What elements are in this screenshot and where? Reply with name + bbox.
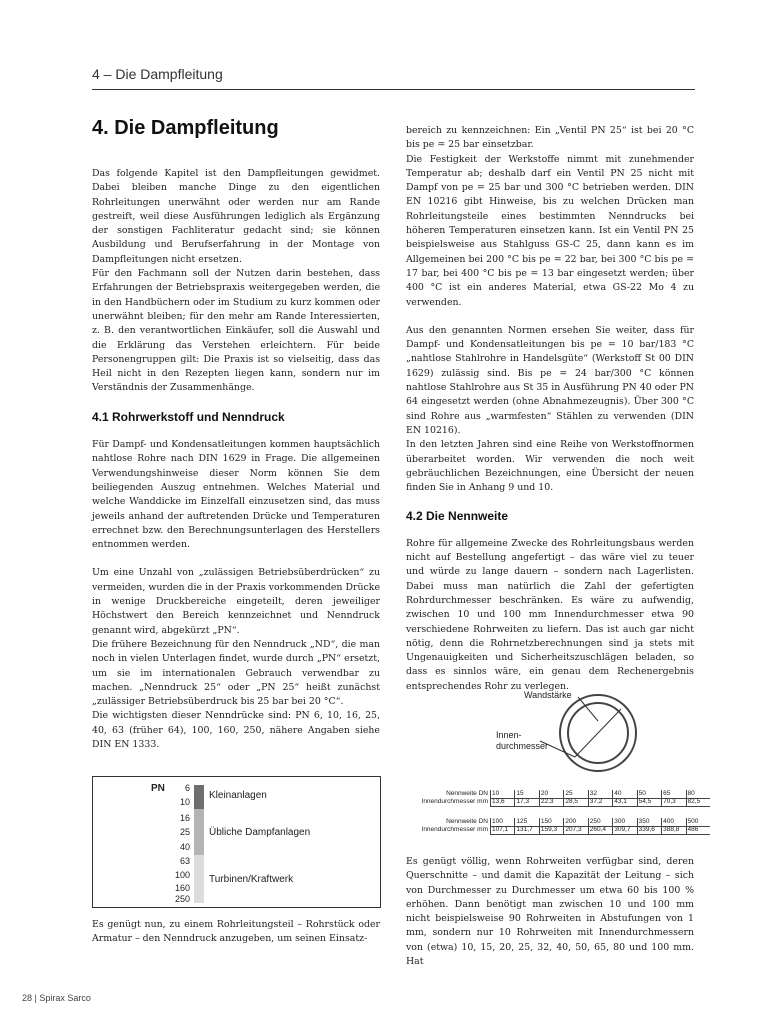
pn-value: 100 <box>174 870 190 880</box>
dn-table-1 <box>400 790 710 810</box>
pn-label: PN <box>151 783 165 794</box>
table-cell: 43,1 <box>612 798 636 806</box>
table-cell: 260,4 <box>588 826 612 834</box>
wall-label: Wandstärke <box>524 690 572 700</box>
left-after-box <box>92 918 380 947</box>
paragraph-4-1-d: Die wichtigsten dieser Nenndrücke sind: PN 6, 10, 16, 25, 40, 63 (früher 64), 100, 160, 250, nähere Angaben siehe DIN EN 1333. <box>92 710 380 750</box>
table-cell: 150 <box>539 818 563 826</box>
pn-value: 25 <box>179 827 190 837</box>
paragraph-4-1-a: Für Dampf- und Kondensatleitungen kommen hauptsächlich nahtlose Rohre nach DIN 1629 in Frage. Die allgemeinen Verwendungshinweise dieser Norm können Sie dem beiliegenden Auszug entnehmen. Welches Material und welche Wanddicke im Einzelfall einzusetzen sind, das muss jeweils anhand der auftretenden Drücke und Temperaturen errechnet bzw. den Berechnungsunterlagen des Herstellers entnommen werden. <box>92 439 380 551</box>
table-cell: 486 <box>686 826 710 834</box>
right-column <box>406 124 694 694</box>
table-cell: 131,7 <box>514 826 538 834</box>
pn-value: 40 <box>179 842 190 852</box>
table-cell: 500 <box>686 818 710 826</box>
table-cell: 50 <box>637 790 661 798</box>
paragraph-after-box: Es genügt nun, zu einem Rohrleitungsteil – Rohrstück oder Armatur – den Nenndruck anzugeben, um seinen Einsatz- <box>92 919 380 945</box>
table-cell: 125 <box>514 818 538 826</box>
pn-value: 250 <box>174 894 190 904</box>
table-cell: 82,5 <box>686 798 710 806</box>
dn-row-label: Nennweite DN <box>446 818 488 825</box>
table-cell: 13,6 <box>490 798 514 806</box>
table-cell: 28,5 <box>563 798 587 806</box>
table-cell: 15 <box>514 790 538 798</box>
table-cell: 54,5 <box>637 798 661 806</box>
table-cell: 100 <box>490 818 514 826</box>
table-cell: 40 <box>612 790 636 798</box>
pn-category-small: Kleinanlagen <box>209 790 267 801</box>
intro-paragraph-2: Für den Fachmann soll der Nutzen darin bestehen, dass Erfahrungen der Betriebspraxis weitergegeben werden, die in den Handbüchern oder im Studium zu kurz kommen oder unerwähnt bleiben; für den mehr am Rande Interessierten, z. B. den verantwortlichen Einkäufer, soll die Auswahl und die Erklärung das Verstehen erleichtern. Für beide Personengruppen gilt: Die Praxis ist so vielseitig, dass das Heil nicht in den Rezepten liegen kann, sondern nur im Verständnis der Zusammenhänge. <box>92 268 380 394</box>
pn-range-box <box>92 776 381 908</box>
paragraph-4-1-c: Die frühere Bezeichnung für den Nenndruck „ND“, die man noch in vielen Unterlagen findet, wurde durch „PN“ ersetzt, um sie im internationalen Gebrauch verwendbar zu machen. „Nenndruck 25“ oder „PN 25“ heißt zunächst „zulässiger Betriebsüberdruck bis 25 bar bei 20 °C“. <box>92 638 380 708</box>
running-header: 4 – Die Dampfleitung <box>92 66 223 82</box>
dn-table-2 <box>400 818 710 838</box>
section-heading-4-1: 4.1 Rohrwerkstoff und Nenndruck <box>92 409 285 424</box>
paragraph-cont-4: In den letzten Jahren sind eine Reihe von Werkstoffnormen überarbeitet worden. Wir verwenden die noch weit gebräuchlichen Bezeichnungen, eine Übersicht der neuen finden Sie in Anhang 9 und 10. <box>406 439 694 494</box>
header-rule <box>92 89 695 90</box>
table-cell: 25 <box>563 790 587 798</box>
dn-row-label: Nennweite DN <box>446 790 488 797</box>
table-cell: 20 <box>539 790 563 798</box>
pn-category-standard: Übliche Dampfanlagen <box>209 827 311 838</box>
table-cell: 22,3 <box>539 798 563 806</box>
pn-value: 10 <box>179 797 190 807</box>
table-cell: 37,2 <box>588 798 612 806</box>
table-cell: 400 <box>661 818 685 826</box>
id-row-label: Innendurchmesser mm <box>421 826 488 833</box>
right-bottom <box>406 855 694 969</box>
inner-label-2: durchmesser <box>496 741 549 751</box>
table-cell: 300 <box>612 818 636 826</box>
table-cell: 200 <box>563 818 587 826</box>
pipe-cross-section-figure <box>480 683 660 783</box>
table-cell: 10 <box>490 790 514 798</box>
table-cell: 17,3 <box>514 798 538 806</box>
table-row <box>490 798 710 807</box>
intro-paragraph-1: Das folgende Kapitel ist den Dampfleitungen gewidmet. Dabei bleiben manche Dinge zu den eigentlichen Rohrleitungen unerwähnt oder werden nur am Rande gestreift, weil diese Ausführungen lediglich als Ergänzung der sonstigen Fachliteratur gedacht sind; sie können Ausbildung und Berufserfahrung in der Montage von Dampfleitungen nicht ersetzen. <box>92 168 380 265</box>
pn-value: 6 <box>184 783 190 793</box>
pn-value: 63 <box>179 856 190 866</box>
inner-label-1: Innen- <box>496 730 522 740</box>
chapter-title: 4. Die Dampfleitung <box>92 117 279 139</box>
table-cell: 350 <box>637 818 661 826</box>
id-row-label: Innendurchmesser mm <box>421 798 488 805</box>
pn-bar-turbine <box>194 855 204 903</box>
table-row <box>490 826 710 835</box>
table-cell: 107,1 <box>490 826 514 834</box>
pn-value: 160 <box>174 883 190 893</box>
pn-category-turbine: Turbinen/Kraftwerk <box>209 874 294 885</box>
table-cell: 207,3 <box>563 826 587 834</box>
paragraph-cont-1: bereich zu kennzeichnen: Ein „Ventil PN 25“ ist bei 20 °C bis pe = 25 bar einsetzbar. <box>406 125 694 151</box>
paragraph-4-2-b: Es genügt völlig, wenn Rohrweiten verfügbar sind, deren Querschnitte – und damit die Kapazität der Leitung – sich von Durchmesser zu Durchmesser um etwa 60 bis 100 % erhöhen. Dann benötigt man zwischen 10 und 100 mm nicht beispielsweise 90 Rohrweiten in Abstufungen von 1 mm, sondern nur 10 Rohrweiten mit Innendurchmessern von (etwa) 10, 15, 20, 25, 32, 40, 50, 65, 80 und 100 mm. Hat <box>406 856 694 968</box>
left-column <box>92 167 380 752</box>
table-cell: 70,3 <box>661 798 685 806</box>
paragraph-4-1-b: Um eine Unzahl von „zulässigen Betriebsüberdrücken“ zu vermeiden, wurden die in der Praxis vorkommenden Drücke in wenige Druckbereiche eingeteilt, deren jeweiliger Höchstwert den Bereich kennzeichnet und Nenndruck genannt wird, abgekürzt „PN“. <box>92 567 380 636</box>
paragraph-4-2-a: Rohre für allgemeine Zwecke des Rohrleitungsbaus werden nicht auf Bestellung angefertigt – das wäre viel zu teuer und würde zu lange dauern – sondern nach Lagerlisten. Dabei muss man natürlich die Zahl der gefertigten Rohrdurchmesser beschränken. Es wäre zu aufwendig, zwischen 10 und 100 mm Innendurchmesser etwa 90 verschiedene Rohrweiten zu liefern. Das ist auch gar nicht nötig, denn die Rohrnetzberechnungen sind ja stets mit Ungenauigkeiten und Sicherheitszuschlägen beladen, so dass es sinnlos wäre, ein genau dem Rechenergebnis entsprechendes Rohr zu verlegen. <box>406 537 694 692</box>
pn-bar-standard <box>194 809 204 855</box>
diameter-line <box>575 709 621 757</box>
table-cell: 339,6 <box>637 826 661 834</box>
table-cell: 388,8 <box>661 826 685 834</box>
table-cell: 159,3 <box>539 826 563 834</box>
paragraph-cont-2: Die Festigkeit der Werkstoffe nimmt mit zunehmender Temperatur ab; deshalb darf ein Ventil PN 25 nicht mit Dampf von pe = 25 bar und 300 °C betrieben werden. DIN EN 10216 gibt Hinweise, bis zu welchen Drücken man Rohrleitungsteile eines bestimmten Nenndrucks bei höheren Temperaturen einsetzen kann. Ist ein Ventil PN 25 beispielsweise aus Stahlguss GS-C 25, dann kann es im Allgemeinen bei 200 °C bis pe = 22 bar, bei 300 °C bis pe = 17 bar, bei 400 °C bis pe = 13 bar eingesetzt werden; über 400 °C ist ein anderes Material, etwa GS-22 Mo 4 zu verwenden. <box>406 153 694 308</box>
paragraph-cont-3: Aus den genannten Normen ersehen Sie weiter, dass für Dampf- und Kondensatleitungen bis pe = 10 bar/183 °C „nahtlose Stahlrohre in Handelsgüte“ (Werkstoff St 00 DIN 1629) zulässig sind. Bis pe = 24 bar/300 °C können nahtlose Stahlrohre aus St 35 in Ausführung PN 40 oder PN 64 eingesetzt werden (ohne Abnahmezeugnis). Über 300 °C sind Rohre aus „warmfesten“ Stählen zu verwenden (DIN EN 10216). <box>406 324 694 436</box>
table-cell: 65 <box>661 790 685 798</box>
table-cell: 309,7 <box>612 826 636 834</box>
table-cell: 80 <box>686 790 710 798</box>
table-cell: 250 <box>588 818 612 826</box>
table-cell: 32 <box>588 790 612 798</box>
section-heading-4-2: 4.2 Die Nennweite <box>406 509 509 524</box>
page-footer: 28 | Spirax Sarco <box>22 993 91 1003</box>
pn-value: 16 <box>179 813 190 823</box>
pn-bar-small <box>194 785 204 809</box>
